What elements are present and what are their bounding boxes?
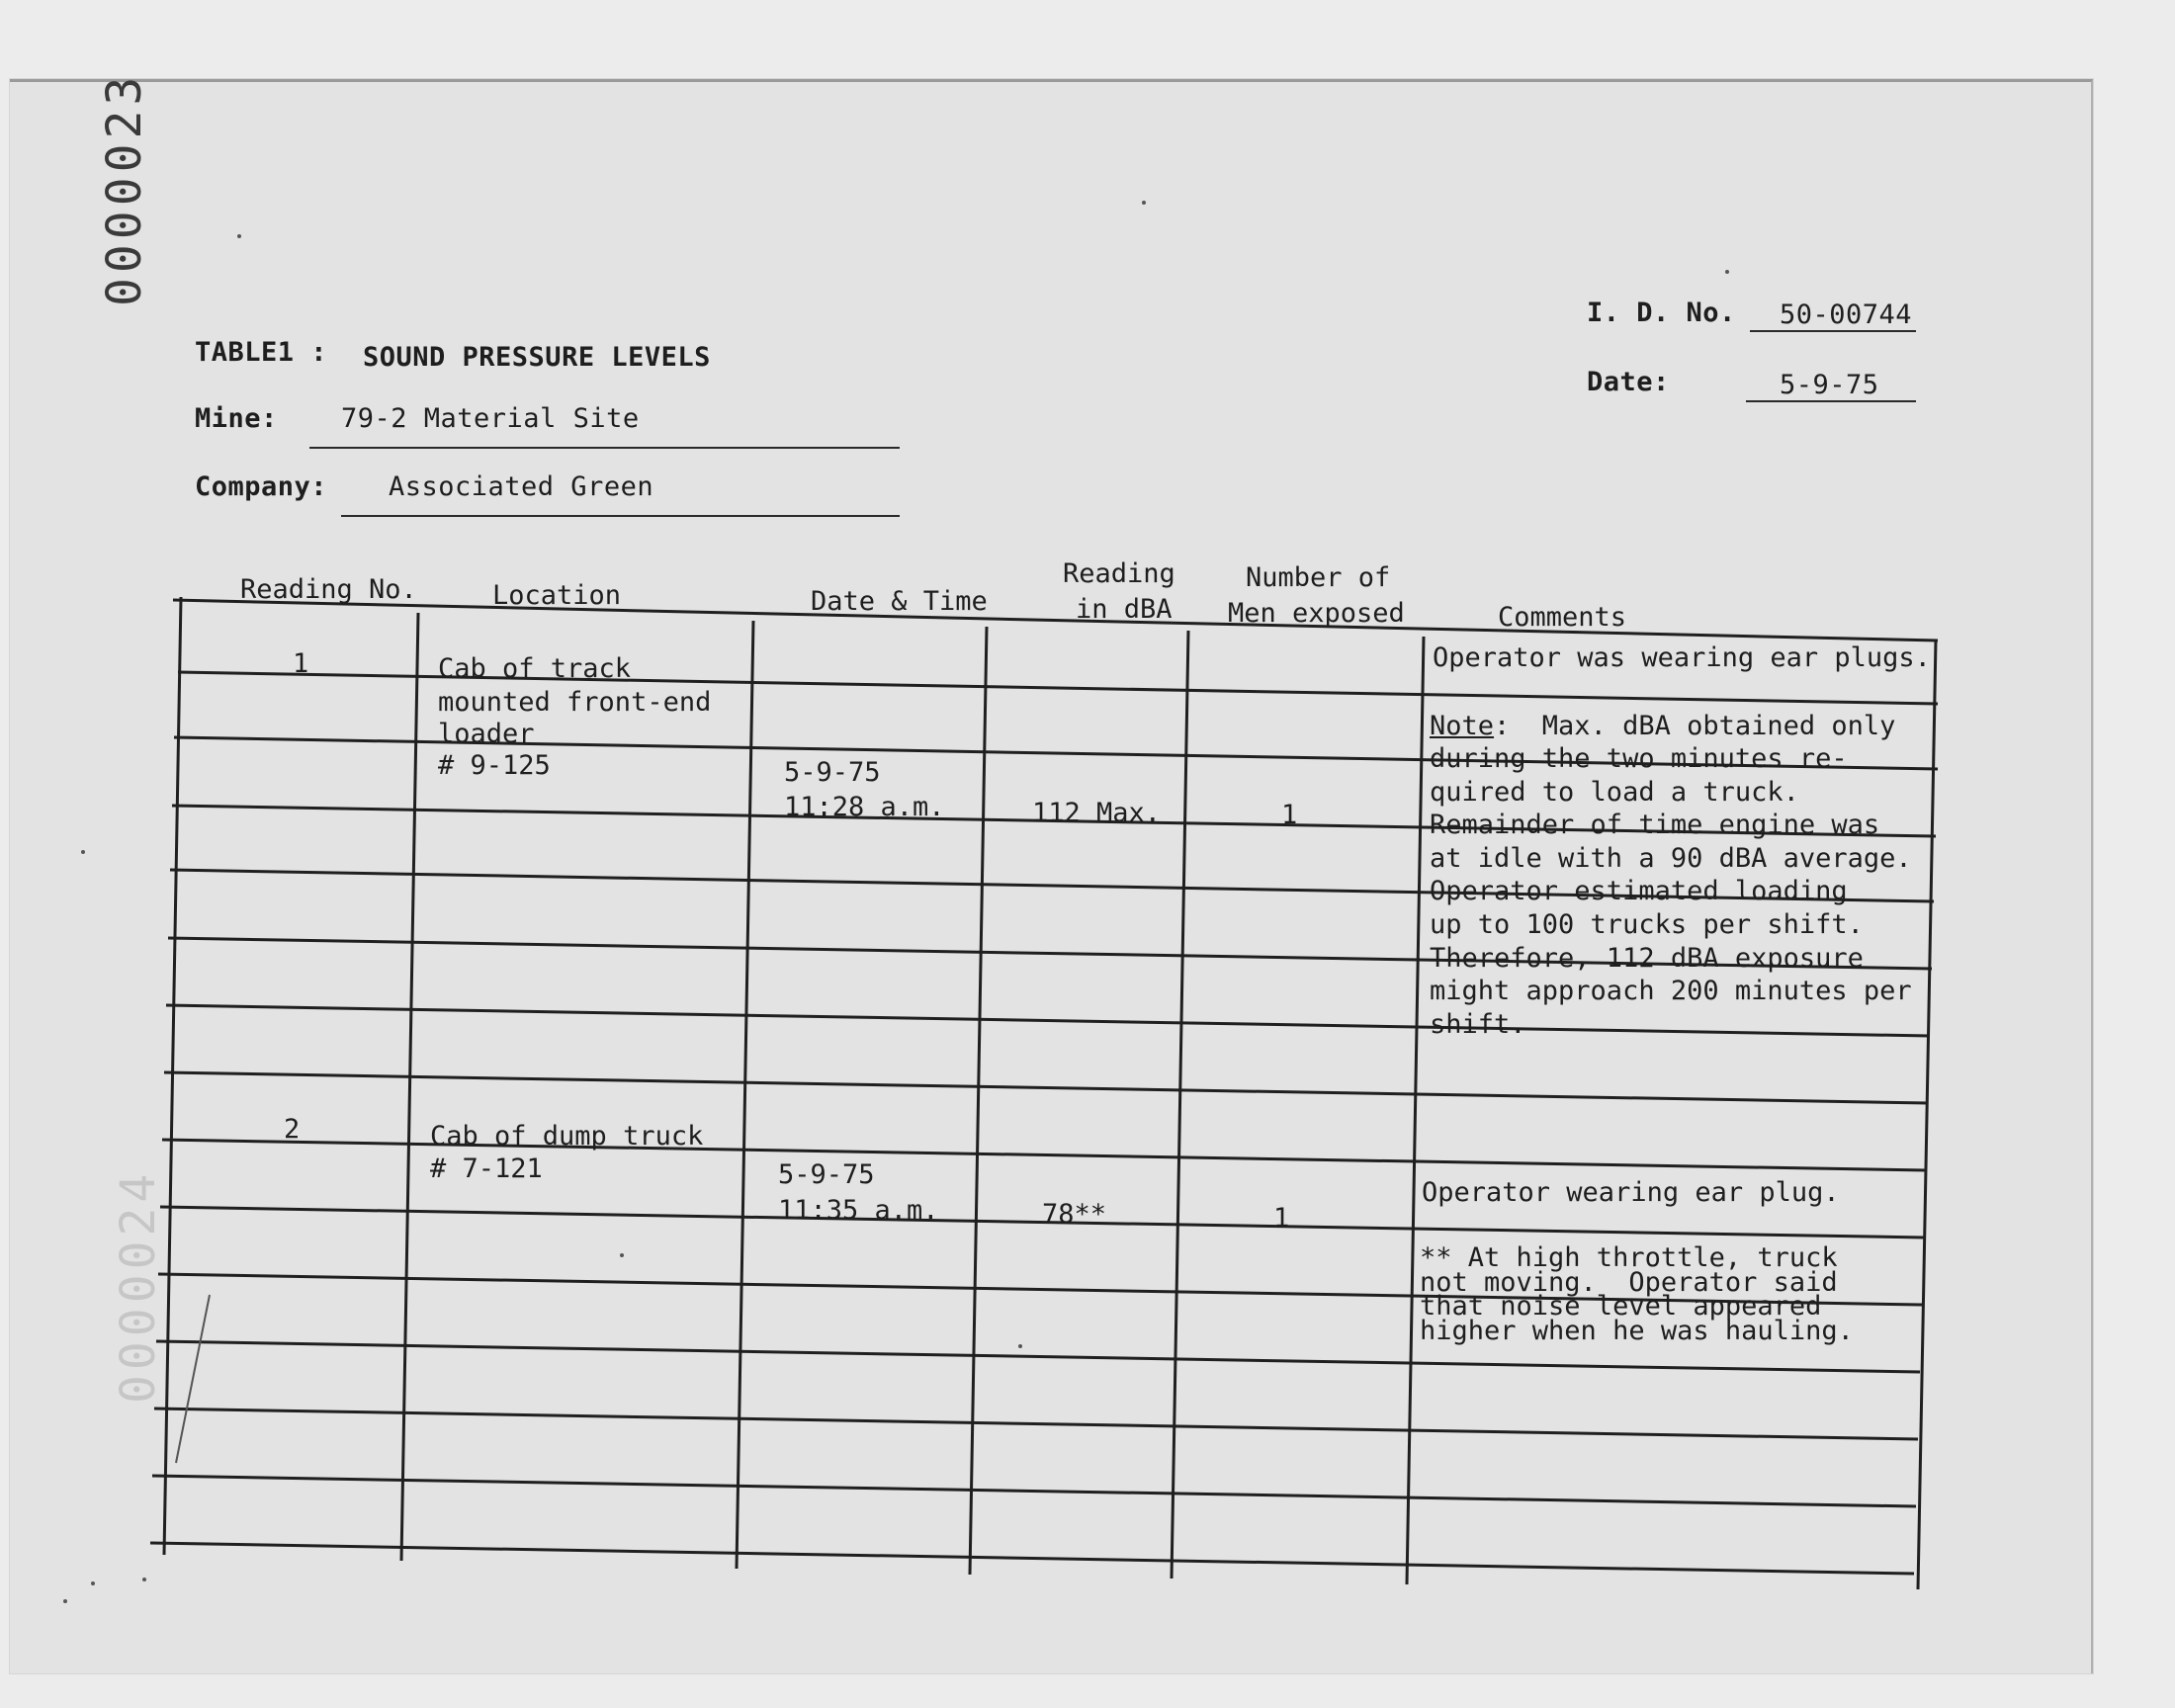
table-row-rule	[150, 1543, 1914, 1574]
scan-speck	[63, 1599, 67, 1603]
row2-location-line1: Cab of dump truck	[430, 1121, 704, 1152]
comment-line: at idle with a 90 dBA average.	[1430, 842, 1912, 874]
comment-line: shift.	[1430, 1008, 1526, 1040]
scan-speck	[1725, 270, 1729, 274]
comment-line: Operator estimated loading	[1430, 876, 1848, 907]
company-label: Company:	[195, 471, 328, 502]
comment-line: ** At high throttle, truck	[1420, 1242, 1838, 1273]
col-header-location: Location	[492, 580, 622, 611]
row1-location-line2: mounted front-end	[438, 687, 712, 718]
col-header-reading-line2: in dBA	[1076, 594, 1173, 625]
row1-comment-first: Operator was wearing ear plugs.	[1433, 642, 1931, 673]
bates-number-top: 0000023	[97, 71, 152, 306]
row1-reading-no: 1	[293, 648, 309, 679]
row2-location-line2: # 7-121	[430, 1153, 543, 1184]
comment-line: quired to load a truck.	[1430, 776, 1799, 808]
col-header-reading-line1: Reading	[1063, 558, 1175, 589]
table-column-rule	[1172, 631, 1188, 1579]
row1-note-label: Note	[1430, 711, 1495, 741]
row2-time: 11:35 a.m.	[778, 1195, 939, 1226]
scan-speck	[237, 234, 241, 238]
date-label: Date:	[1587, 367, 1670, 397]
col-header-men-line1: Number of	[1246, 562, 1391, 593]
scan-speck	[142, 1578, 146, 1581]
table-column-rule	[401, 613, 418, 1561]
row1-location-line4: # 9-125	[438, 750, 551, 781]
row2-comment-first: Operator wearing ear plug.	[1422, 1177, 1840, 1208]
id-value: 50-00744	[1780, 299, 1913, 330]
scan-speck	[91, 1581, 95, 1585]
row1-men-exposed: 1	[1281, 800, 1298, 830]
comment-line: that noise level appeared	[1420, 1291, 1822, 1323]
table-row-rule	[173, 600, 1938, 640]
table-row-rule	[152, 1476, 1916, 1506]
table-column-rule	[1407, 637, 1424, 1584]
row1-date: 5-9-75	[784, 757, 881, 788]
scan-speck	[620, 1253, 624, 1257]
table-row-rule	[166, 1005, 1930, 1036]
id-label: I. D. No.	[1587, 298, 1736, 328]
scan-speck	[81, 850, 85, 854]
row2-men-exposed: 1	[1273, 1203, 1290, 1234]
row1-time: 11:28 a.m.	[784, 792, 945, 822]
comment-line: during the two minutes re-	[1430, 743, 1848, 774]
scan-speck	[1142, 201, 1146, 205]
comment-line: Therefore, 112 dBA exposure	[1430, 942, 1864, 974]
table-column-rule	[1918, 640, 1936, 1589]
col-header-reading-no: Reading No.	[240, 574, 417, 605]
row1-location-line3: loader	[438, 719, 535, 749]
row1-note-text: : Max. dBA obtained only	[1494, 711, 1896, 741]
comment-line: up to 100 trucks per shift.	[1430, 909, 1864, 940]
table-row-rule	[154, 1409, 1918, 1439]
col-header-comments: Comments	[1498, 602, 1627, 633]
pencil-mark	[176, 1295, 210, 1463]
row2-reading: 78**	[1042, 1199, 1107, 1230]
row1-reading: 112 Max.	[1032, 798, 1162, 828]
comment-line: might approach 200 minutes per	[1430, 976, 1912, 1007]
bates-number-bottom-faint: 0000024	[111, 1168, 166, 1404]
mine-label: Mine:	[195, 403, 278, 434]
comment-line: not moving. Operator said	[1420, 1266, 1838, 1298]
table-row-rule	[164, 1072, 1928, 1103]
comment-line: Remainder of time engine was	[1430, 810, 1880, 841]
table-column-rule	[737, 621, 753, 1569]
table-row-rule	[162, 1140, 1926, 1170]
table-title: SOUND PRESSURE LEVELS	[363, 342, 711, 373]
scan-speck	[1018, 1344, 1022, 1348]
company-value: Associated Green	[389, 471, 654, 502]
table-label: TABLE1 :	[195, 337, 328, 368]
table-column-rule	[164, 597, 181, 1555]
row1-note-line	[1430, 710, 1895, 742]
row2-date: 5-9-75	[778, 1159, 875, 1190]
row1-location-line1: Cab of track	[438, 653, 632, 684]
row2-reading-no: 2	[284, 1114, 301, 1145]
mine-value: 79-2 Material Site	[341, 403, 640, 434]
col-header-date-time: Date & Time	[811, 586, 988, 617]
table-column-rule	[970, 627, 987, 1575]
date-value: 5-9-75	[1780, 370, 1879, 400]
col-header-men-line2: Men exposed	[1228, 598, 1405, 629]
comment-line: higher when he was hauling.	[1420, 1315, 1854, 1346]
